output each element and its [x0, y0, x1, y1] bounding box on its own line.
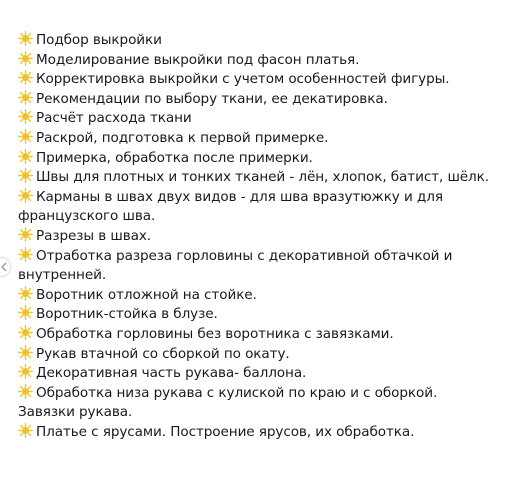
list-item — [18, 305, 498, 325]
sun-icon — [18, 423, 33, 438]
sun-icon — [18, 70, 33, 85]
list-item — [18, 227, 498, 247]
list-item — [18, 70, 498, 90]
sun-icon — [18, 168, 33, 183]
sun-icon — [18, 325, 33, 340]
list-item — [18, 31, 498, 51]
list-item — [18, 364, 498, 384]
list-item-text: Отработка разреза горловины с декоративной обтачкой и внутренней. — [18, 247, 453, 284]
list-item — [18, 109, 498, 129]
list-item-text: Обработка низа рукава с кулиской по краю и с оборкой. Завязки рукава. — [18, 384, 438, 421]
list-item — [18, 129, 498, 149]
sun-icon — [18, 109, 33, 124]
list-item-text: Воротник отложной на стойке. — [36, 286, 257, 303]
sun-icon — [18, 129, 33, 144]
list-item — [18, 423, 498, 443]
list-item-text: Расчёт расхода ткани — [36, 110, 192, 127]
sun-icon — [18, 286, 33, 301]
list-item-text: Рукав втачной со сборкой по окату. — [36, 345, 290, 362]
list-item — [18, 345, 498, 365]
list-item-text: Корректировка выкройки с учетом особенностей фигуры. — [36, 71, 450, 88]
list-item-text: Карманы в швах двух видов - для шва вразутюжку и для французского шва. — [18, 188, 443, 225]
list-item — [18, 247, 498, 286]
list-item — [18, 90, 498, 110]
list-item-text: Обработка горловины без воротника с завязками. — [36, 325, 394, 342]
list-item — [18, 51, 498, 71]
sun-icon — [18, 31, 33, 46]
chevron-left-icon — [0, 262, 8, 272]
course-topics-list — [18, 31, 498, 442]
sun-icon — [18, 227, 33, 242]
list-item — [18, 384, 498, 423]
list-item — [18, 168, 498, 188]
list-item — [18, 325, 498, 345]
list-item-text: Декоративная часть рукава- баллона. — [36, 365, 307, 382]
list-item-text: Швы для плотных и тонких тканей - лён, хлопок, батист, шёлк. — [36, 169, 489, 186]
sun-icon — [18, 188, 33, 203]
sun-icon — [18, 247, 33, 262]
list-item — [18, 286, 498, 306]
sun-icon — [18, 149, 33, 164]
list-item — [18, 188, 498, 227]
sun-icon — [18, 345, 33, 360]
sun-icon — [18, 384, 33, 399]
list-item-text: Воротник-стойка в блузе. — [36, 306, 218, 323]
sun-icon — [18, 305, 33, 320]
sun-icon — [18, 51, 33, 66]
carousel-prev-button[interactable] — [0, 257, 11, 277]
list-item-text: Платье с ярусами. Построение ярусов, их обработка. — [36, 423, 415, 440]
list-item-text: Примерка, обработка после примерки. — [36, 149, 313, 166]
list-item-text: Подбор выкройки — [36, 32, 162, 48]
list-item-text: Моделирование выкройки под фасон платья. — [36, 51, 360, 68]
list-item — [18, 149, 498, 169]
sun-icon — [18, 364, 33, 379]
list-item-text: Рекомендации по выбору ткани, ее декатировка. — [36, 90, 388, 107]
list-item-text: Раскрой, подготовка к первой примерке. — [36, 129, 329, 146]
sun-icon — [18, 90, 33, 105]
list-item-text: Разрезы в швах. — [36, 227, 152, 244]
